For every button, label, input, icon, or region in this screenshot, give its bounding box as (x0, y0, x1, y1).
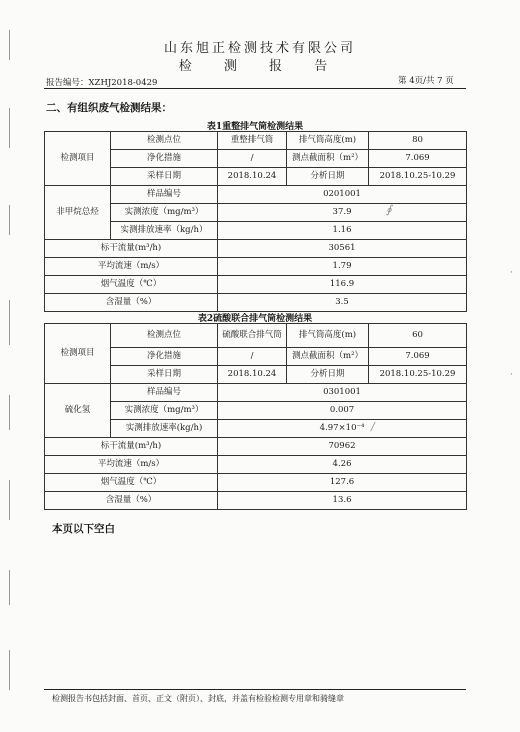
check-mark: ∮ (386, 203, 392, 216)
binding-mark (9, 205, 10, 235)
seam-stamp-edge: · (510, 370, 513, 380)
table2-velocity-label: 平均流速（m/s） (45, 456, 218, 474)
seam-stamp-edge: · (510, 268, 513, 278)
table2-flow-value: 70962 (218, 438, 467, 456)
table1-caption: 表1重整排气筒检测结果 (206, 122, 304, 132)
table2-moisture-value: 13.6 (218, 492, 467, 510)
table1-analysis-date-label: 分析日期 (287, 168, 369, 186)
table1-flow-value: 30561 (218, 240, 467, 258)
table2-sample-no-label: 样品编号 (111, 384, 218, 402)
report-title: 检 测 报 告 (178, 59, 342, 74)
table1-sample-no-label: 样品编号 (111, 186, 218, 204)
table2-height-value: 60 (369, 324, 467, 348)
table1-velocity-label: 平均流速（m/s） (45, 258, 218, 276)
table2-temp-value: 127.6 (218, 474, 467, 492)
footer-note: 检测报告书包括封面、首页、正文（附页）、封底，并盖有检验检测专用章和骑缝章 (52, 694, 344, 703)
binding-mark (9, 480, 10, 520)
table1-conc-value: 37.9 (218, 204, 467, 222)
table2-analysis-date-value: 2018.10.25-10.29 (369, 366, 467, 384)
binding-mark (9, 570, 10, 605)
table2-conc-label: 实测浓度（mg/m³） (111, 402, 218, 420)
section-title: 二、有组织废气检测结果： (46, 102, 172, 114)
table2-sample-date-value: 2018.10.24 (218, 366, 287, 384)
table1-analysis-date-value: 2018.10.25-10.29 (369, 168, 467, 186)
table1-flow-label: 标干流量(m³/h) (45, 240, 218, 258)
table2-sample-no-value: 0301001 (218, 384, 467, 402)
table1-area-label: 测点截面积（m²） (287, 150, 369, 168)
table1-purify-value: / (218, 150, 287, 168)
table1-sample-no-value: 0201001 (218, 186, 467, 204)
table2-sample-date-label: 采样日期 (111, 366, 218, 384)
table1-conc-label: 实测浓度（mg/m³） (111, 204, 218, 222)
table1-purify-label: 净化措施 (111, 150, 218, 168)
table2 (44, 323, 467, 510)
report-number: 报告编号：XZHJ2018-0429 (46, 78, 158, 88)
table2-temp-label: 烟气温度（℃） (45, 474, 218, 492)
table1-rate-value: 1.16 (218, 222, 467, 240)
table2-item-label: 检测项目 (45, 324, 111, 384)
binding-mark (9, 395, 10, 430)
table2-velocity-value: 4.26 (218, 456, 467, 474)
table1-site-label: 检测点位 (111, 132, 218, 150)
page-number: 第 4页/共 7 页 (398, 76, 454, 86)
binding-mark (9, 650, 10, 690)
table1-temp-label: 烟气温度（℃） (45, 276, 218, 294)
table2-area-value: 7.069 (369, 348, 467, 366)
table2-area-label: 测点截面积（m²） (287, 348, 369, 366)
table1-sample-date-value: 2018.10.24 (218, 168, 287, 186)
table2-height-label: 排气筒高度(m) (287, 324, 369, 348)
table1 (44, 131, 467, 312)
table2-site-value: 硫酸联合排气筒 (218, 324, 287, 348)
table2-analysis-date-label: 分析日期 (287, 366, 369, 384)
binding-mark (9, 108, 10, 148)
table1-area-value: 7.069 (369, 150, 467, 168)
table2-rate-value: 4.97×10⁻⁴ (218, 420, 467, 438)
table1-sample-date-label: 采样日期 (111, 168, 218, 186)
table1-moisture-label: 含湿量（%） (45, 294, 218, 312)
table2-moisture-label: 含湿量（%） (45, 492, 218, 510)
table2-rate-label: 实测排放速率(kg/h) (111, 420, 218, 438)
check-mark: / (371, 420, 375, 433)
table2-conc-value: 0.007 (218, 402, 467, 420)
table2-caption: 表2硫酸联合排气筒检测结果 (197, 314, 313, 324)
table2-purify-value: / (218, 348, 287, 366)
blank-note: 本页以下空白 (52, 523, 115, 535)
table1-moisture-value: 3.5 (218, 294, 467, 312)
table1-temp-value: 116.9 (218, 276, 467, 294)
header-rule (44, 88, 466, 89)
binding-mark (9, 300, 10, 345)
table1-height-label: 排气筒高度(m) (287, 132, 369, 150)
company-name: 山东旭正检测技术有限公司 (163, 41, 356, 56)
table1-pollutant: 非甲烷总烃 (45, 186, 111, 240)
table2-site-label: 检测点位 (111, 324, 218, 348)
table1-height-value: 80 (369, 132, 467, 150)
table2-pollutant: 硫化氢 (45, 384, 111, 438)
table2-flow-label: 标干流量(m³/h) (45, 438, 218, 456)
table1-rate-label: 实测排放速率（kg/h） (111, 222, 218, 240)
footer-rule (44, 689, 466, 690)
table1-site-value: 重整排气筒 (218, 132, 287, 150)
table1-item-label: 检测项目 (45, 132, 111, 186)
table1-velocity-value: 1.79 (218, 258, 467, 276)
table2-purify-label: 净化措施 (111, 348, 218, 366)
